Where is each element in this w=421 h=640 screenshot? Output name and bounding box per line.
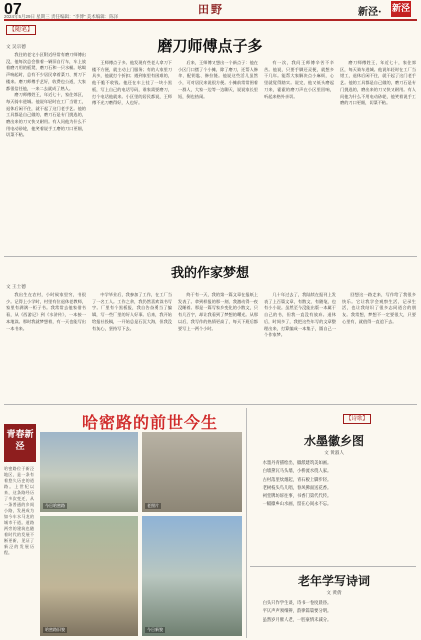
header-rule — [4, 19, 417, 21]
photo-caption: 老照片 — [147, 503, 159, 508]
issue-info: 2024年5月29日 星期三 责任编辑：“李博” 美术编辑：陈泽 — [4, 14, 119, 19]
poem-line: 白头只作学生谈，诗书一卷度晨昏。 — [262, 601, 332, 606]
page-number: 07 — [4, 1, 22, 18]
article-2-col-4 — [264, 292, 336, 400]
poem-line: 水墨丹青描绘出，徽派建筑美如画。 — [262, 461, 332, 466]
photo-old-street — [142, 432, 242, 512]
paragraph: 中学毕业后，我参加了工作，在工厂当了一名工人。工作之余，我仍然喜欢读书写字。厂里有个黑板报，我自告奋勇当了编辑，写一些厂里的好人好事。后来，我开始给报社投稿，一开始总是石沉大海，但我没有灰心，坚持写下去。 — [92, 292, 172, 331]
poem-line: 古村落里炊烟起，青石板上脚步轻。 — [262, 477, 332, 483]
photo-new-view — [142, 516, 242, 636]
paragraph: 终于有一天，我的第一篇文章在报纸上发表了。拿到样报的那一刻，我激动得一夜没睡着。那是一篇写家乡变化的小散文，只有几百字，却让我看到了梦想的曙光。从那以后，我写作的热情更高了，每天下班后都要写上一两个小时。 — [178, 292, 258, 331]
article-2-title: 我的作家梦想 — [170, 266, 249, 281]
photo-old-view — [40, 516, 138, 636]
column-tag-poetry: 【诗歌】 — [343, 414, 371, 424]
photo-caption: 今日哈密路 — [45, 503, 65, 508]
poem-line: 一幅徽乡山水画，留在心间永不忘。 — [262, 502, 332, 508]
photo-feature-seal: 青春新泾 — [4, 424, 36, 462]
poem-2-body — [254, 600, 414, 636]
article-1-byline: 文 吴宗德 — [6, 45, 26, 50]
column-tag-essay: 【随笔】 — [6, 25, 36, 35]
poem-line: 虽然岁月催人老，一腔豪情未减分。 — [262, 617, 332, 623]
poem-2-title: 老年学写诗词 — [297, 574, 370, 588]
article-2-col-2 — [92, 292, 172, 400]
article-2-col-5 — [342, 292, 416, 400]
article-1-col-3 — [178, 60, 258, 252]
paper-seal-logo: 新泾 — [391, 1, 411, 17]
paper-name: 新泾· — [358, 7, 382, 18]
photo-caption: 今日新貌 — [147, 627, 163, 632]
article-1-col-5 — [340, 60, 416, 252]
paragraph: 几十年过去了，我陆续在报刊上发表了上百篇文章，有散文、有随笔，也有小小说。虽然至今没能出版一本属于自己的书，但我一直没有放弃。退休后，时间多了，我把这些年写的文章整理出来，打算编成一本集子，圆自己一个作家梦。 — [264, 292, 336, 338]
paragraph: 磨刀师傅姓王，年近七十，家住郊区，每天骑车进城。他说年轻时在工厂当钳工，退休后闲不住，就干起了这门老手艺。他的工具都是自己做的，磨刀石是专门挑选的，磨出来的刀又快又耐用。有人问他为什么不用电动砂轮，他笑着说手工磨的刀口更细，切菜不粘。 — [6, 92, 86, 138]
article-1-col-2 — [92, 60, 172, 252]
paragraph: 有一次，我问王师傅辛苦不辛苦。他说，只要手脚还灵便，就想多干几年。能帮大家解决点小麻烦，心里就觉得踏实。说完，他又低头磨起刀来，霍霍的磨刀声在小区里回响，听起来格外亲切。 — [264, 60, 334, 99]
paragraph: 后来，王师傅又想出一个新点子：他在小区门口摆了个小摊，除了磨刀，还帮人修伞、配钥匙、修拉链。他说这些活儿虽然小，可对居民来说很方便。小摊前常常围着一群人，大家一边等一边聊天，说说家长里短，倒也热闹。 — [178, 60, 258, 99]
article-1-col-4 — [264, 60, 334, 252]
paragraph: 磨刀师傅姓王，年近七十，家住郊区，每天骑车进城。他说年轻时在工厂当钳工，退休后闲不住，就干起了这门老手艺。他的工具都是自己做的，磨刀石是专门挑选的，磨出来的刀又快又耐用。有人问他为什么不用电动砂轮，他笑着说手工磨的刀口更细，切菜不粘。 — [340, 60, 416, 106]
poem-2-author: 文 黄倩 — [326, 591, 342, 596]
poem-line: 老树枝头鸟儿唱，春风拂面送花香。 — [262, 485, 332, 491]
poem-line: 白墙黛瓦马头墙，小桥流水绕人家。 — [262, 469, 332, 475]
paragraph: 我出生在农村，小时候家里穷，书很少。记得上小学时，村里有位退休老教师，家里有满满一柜子书。我常常去他家借书看，从《西游记》到《水浒传》，一本接一本地读。那时我就梦想着，有一天也能写出一本书来。 — [6, 292, 86, 331]
divider — [246, 408, 247, 638]
photo-feature-title: 哈密路的前世今生 — [81, 415, 218, 432]
article-2-byline: 文 王士德 — [6, 285, 26, 290]
poem-line: 祠堂牌坊诉往事，书香门第代代传。 — [262, 494, 332, 500]
divider — [4, 404, 417, 405]
photo-feature-side-text: 哈密路位于新泾地区，是一条有着悠久历史的道路。上世纪以来，这条路经历了多次变迁，从一条普通的乡间小路，发展成为如今车水马龙的城市干道。道路两旁的建筑也随着时代的发展不断更新，见证了新泾的发展历程。 — [4, 466, 34, 555]
divider — [4, 256, 417, 257]
divider — [250, 566, 416, 567]
poem-1-title: 水墨徽乡图 — [303, 434, 364, 448]
photo-street-today — [40, 432, 138, 512]
poem-line: 平仄声声须细辨，韵律篇篇要分明。 — [262, 609, 332, 615]
article-1-title: 磨刀师傅点子多 — [157, 37, 263, 55]
paragraph: 我住的老宅小区附近经常有磨刀师傅出没，他每次总会推着一辆旧自行车，车上放着磨刀用的板凳、磨刀石和一只水桶。吆喝声响起时，总有不少居民拿着菜刀、剪刀下楼来。磨刀师傅手艺好，收费也公道，大家都很信任他，一来二去就成了熟人。 — [6, 52, 86, 91]
poem-1-author: 文 黄淑人 — [324, 451, 344, 456]
photo-caption: 哈密路旧貌 — [45, 627, 65, 632]
page-header — [0, 0, 421, 18]
poem-1-body — [254, 460, 414, 530]
section-name: 田野 — [198, 3, 224, 16]
paragraph: 王师傅点子多。他发现有些老人拿刀下楼不方便，就主动上门服务；有的人家里刀具多，他就打个折扣；遇到家里有困难的，他干脆不收钱。他还在车上挂了一块小黑板，写上自己的电话号码，谁家需要磨刀，打个电话他就来。小区里的居民都说，王师傅不光刀磨得好，人也好。 — [92, 60, 172, 106]
article-2-col-1 — [6, 292, 86, 400]
paragraph: 回想这一路走来，写作给了我很多快乐。它让我学会观察生活，记录生活，也让我结识了很多志同道合的朋友。我常想，梦想不一定要很大，只要心里有，就值得一直追下去。 — [342, 292, 416, 324]
article-2-col-3 — [178, 292, 258, 400]
article-1-col-1 — [6, 52, 86, 252]
